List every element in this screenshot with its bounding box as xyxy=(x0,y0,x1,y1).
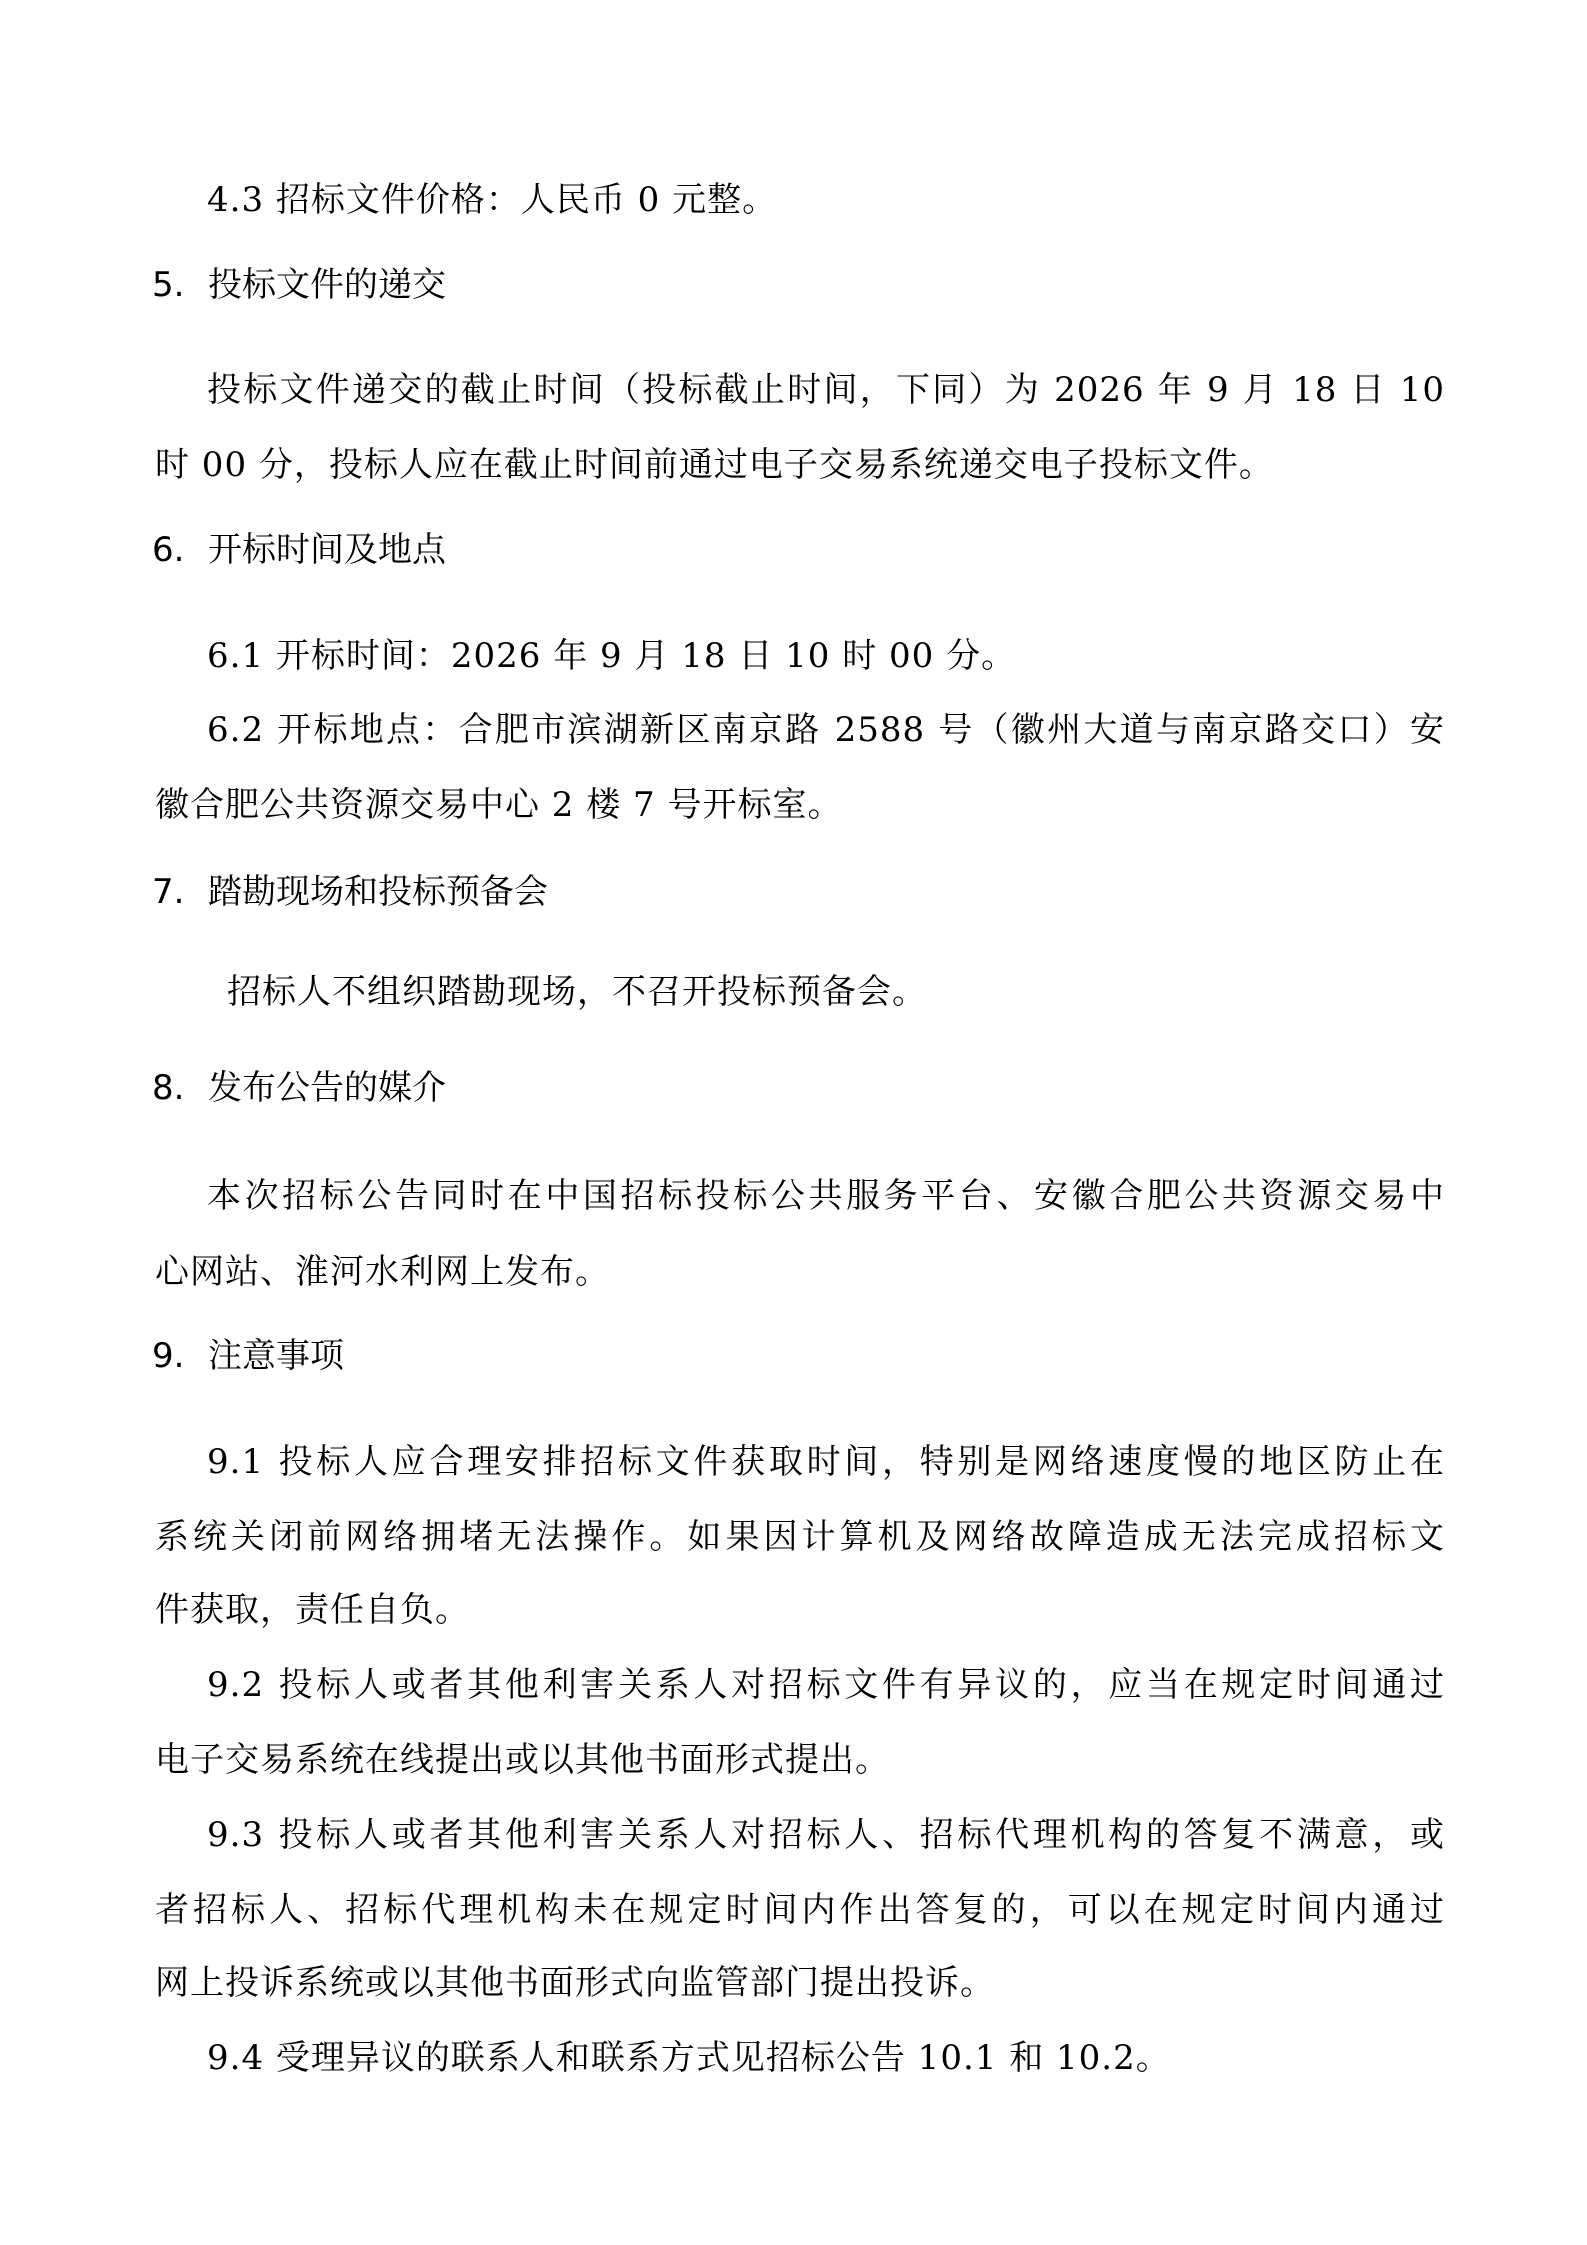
clause-4-3: 4.3 招标文件价格：人民币 0 元整。 xyxy=(207,180,778,220)
section-7-number: 7. xyxy=(152,872,185,912)
section-5-number: 5. xyxy=(152,265,185,305)
clause-9-3-line-2: 者招标人、招标代理机构未在规定时间内作出答复的，可以在规定时间内通过 xyxy=(155,1890,1445,1930)
clause-6-2-line-2: 徽合肥公共资源交易中心 2 楼 7 号开标室。 xyxy=(155,785,843,825)
section-5-paragraph-line-1: 投标文件递交的截止时间（投标截止时间，下同）为 2026 年 9 月 18 日 10 xyxy=(207,370,1445,410)
section-9-number: 9. xyxy=(152,1336,185,1376)
section-8-paragraph-line-2: 心网站、淮河水利网上发布。 xyxy=(155,1252,610,1292)
section-9-title: 注意事项 xyxy=(208,1336,344,1376)
clause-9-3-line-3: 网上投诉系统或以其他书面形式向监管部门提出投诉。 xyxy=(155,1963,995,2003)
section-8-number: 8. xyxy=(152,1068,185,1108)
section-7-heading xyxy=(152,872,548,912)
section-6-heading xyxy=(152,530,446,570)
clause-9-3-line-1: 9.3 投标人或者其他利害关系人对招标人、招标代理机构的答复不满意，或 xyxy=(207,1815,1445,1855)
section-9-heading xyxy=(152,1336,344,1376)
section-8-heading xyxy=(152,1068,446,1108)
section-8-paragraph-line-1: 本次招标公告同时在中国招标投标公共服务平台、安徽合肥公共资源交易中 xyxy=(207,1176,1445,1216)
clause-9-1-line-1: 9.1 投标人应合理安排招标文件获取时间，特别是网络速度慢的地区防止在 xyxy=(207,1442,1445,1482)
section-7-paragraph: 招标人不组织踏勘现场，不召开投标预备会。 xyxy=(227,972,927,1012)
section-6-number: 6. xyxy=(152,530,185,570)
section-6-title: 开标时间及地点 xyxy=(208,530,446,570)
clause-9-4: 9.4 受理异议的联系人和联系方式见招标公告 10.1 和 10.2。 xyxy=(207,2038,1171,2078)
clause-9-1-line-2: 系统关闭前网络拥堵无法操作。如果因计算机及网络故障造成无法完成招标文 xyxy=(155,1517,1445,1557)
section-5-paragraph-line-2: 时 00 分，投标人应在截止时间前通过电子交易系统递交电子投标文件。 xyxy=(155,445,1274,485)
clause-9-2-line-1: 9.2 投标人或者其他利害关系人对招标文件有异议的，应当在规定时间通过 xyxy=(207,1665,1445,1705)
clause-9-1-line-3: 件获取，责任自负。 xyxy=(155,1590,470,1630)
clause-9-2-line-2: 电子交易系统在线提出或以其他书面形式提出。 xyxy=(155,1740,890,1780)
clause-6-1: 6.1 开标时间：2026 年 9 月 18 日 10 时 00 分。 xyxy=(207,636,1017,676)
section-5-title: 投标文件的递交 xyxy=(208,265,446,305)
section-8-title: 发布公告的媒介 xyxy=(208,1068,446,1108)
section-7-title: 踏勘现场和投标预备会 xyxy=(208,872,548,912)
section-5-heading xyxy=(152,265,446,305)
clause-6-2-line-1: 6.2 开标地点：合肥市滨湖新区南京路 2588 号（徽州大道与南京路交口）安 xyxy=(207,710,1445,750)
